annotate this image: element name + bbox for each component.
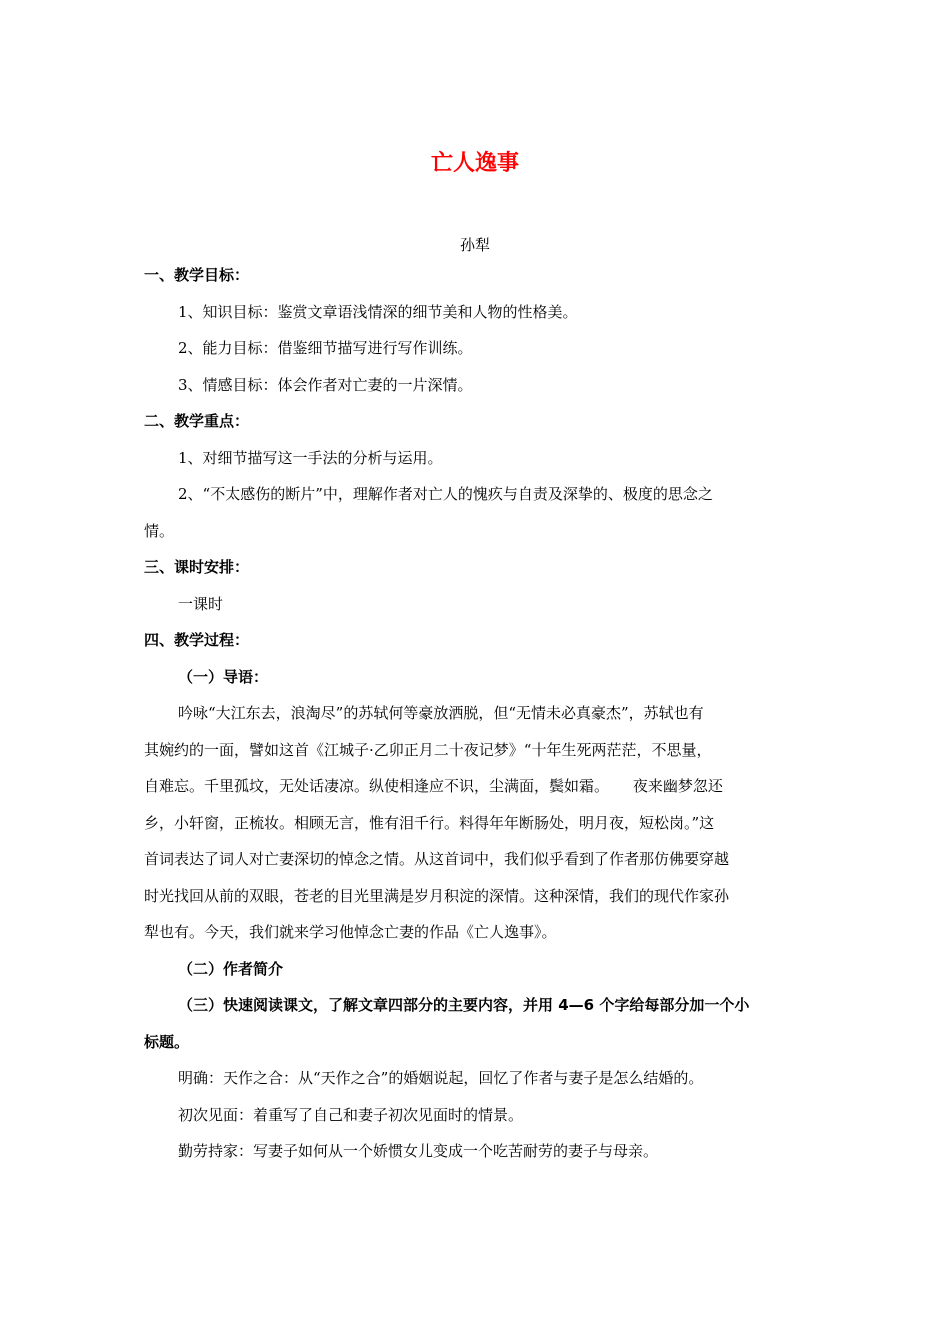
answer-item: 初次见面：着重写了自己和妻子初次见面时的情景。: [178, 1105, 524, 1124]
section-heading-goals: 一、教学目标：: [144, 266, 250, 284]
schedule-text: 一课时: [178, 594, 224, 613]
keypoint-item-continued: 情。: [144, 521, 175, 540]
keypoint-item: 1、对细节描写这一手法的分析与运用。: [178, 448, 443, 467]
section-heading-process: 四、教学过程：: [144, 631, 250, 649]
subsection-reading-task-continued: 标题。: [144, 1032, 190, 1051]
intro-paragraph-line: 自难忘。千里孤坟，无处话凄凉。纵使相逢应不识，尘满面，鬓如霜。 夜来幽梦忽还: [144, 777, 723, 795]
intro-paragraph-line: 犁也有。今天，我们就来学习他悼念亡妻的作品《亡人逸事》。: [144, 923, 557, 941]
author-name: 孙犁: [459, 236, 490, 254]
keypoint-item: 2、“不太感伤的断片”中，理解作者对亡人的愧疚与自责及深挚的、极度的思念之: [178, 485, 713, 503]
section-heading-schedule: 三、课时安排：: [144, 558, 250, 576]
document-body: [144, 262, 808, 1175]
intro-paragraph-line: 时光找回从前的双眼，苍老的目光里满是岁月积淀的深情。这种深情，我们的现代作家孙: [144, 886, 730, 905]
subsection-reading-task: （三）快速阅读课文，了解文章四部分的主要内容，并用 4—6 个字给每部分加一个小: [178, 996, 750, 1014]
document-title: 亡人逸事: [430, 151, 519, 176]
goal-item: 2、能力目标：借鉴细节描写进行写作训练。: [178, 339, 473, 357]
intro-paragraph-line: 首词表达了词人对亡妻深切的悼念之情。从这首词中，我们似乎看到了作者那仿佛要穿越: [144, 850, 730, 868]
intro-paragraph-line: 其婉约的一面，譬如这首《江城子·乙卯正月二十夜记梦》“十年生死两茫茫，不思量，: [144, 740, 712, 759]
goal-item: 1、知识目标：鉴赏文章语浅情深的细节美和人物的性格美。: [178, 302, 578, 321]
goal-item: 3、情感目标：体会作者对亡妻的一片深情。: [178, 375, 473, 394]
intro-paragraph-line: 乡，小轩窗，正梳妆。相顾无言，惟有泪千行。料得年年断肠处，明月夜，短松岗。”这: [144, 813, 715, 832]
subsection-intro: （一）导语：: [178, 667, 269, 686]
subsection-author-bio: （二）作者简介: [178, 959, 284, 978]
answer-item: 明确：天作之合：从“天作之合”的婚姻说起，回忆了作者与妻子是怎么结婚的。: [178, 1069, 704, 1087]
intro-paragraph-line: 吟咏“大江东去，浪淘尽”的苏轼何等豪放洒脱，但“无情未必真豪杰”，苏轼也有: [178, 704, 704, 722]
answer-item: 勤劳持家：写妻子如何从一个娇惯女儿变成一个吃苦耐劳的妻子与母亲。: [178, 1142, 659, 1160]
section-heading-keypoints: 二、教学重点：: [144, 412, 250, 430]
